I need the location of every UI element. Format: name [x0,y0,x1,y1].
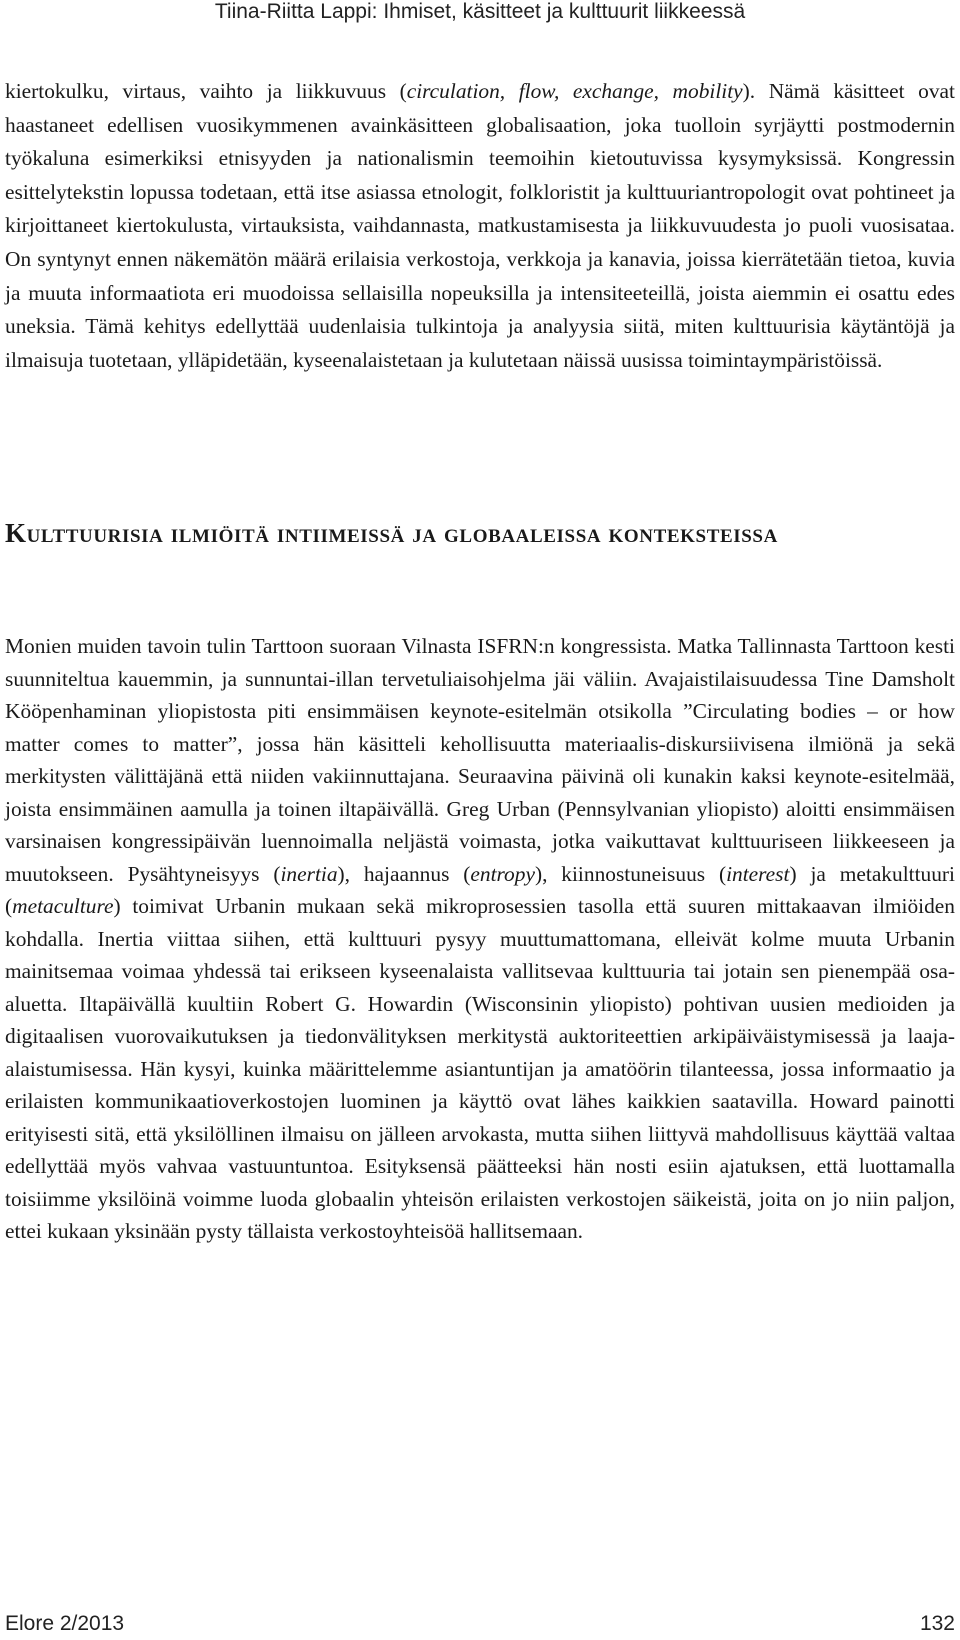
section-text-b: ), hajaannus ( [337,861,471,886]
term-entropy: entropy [470,861,535,886]
term-metaculture: metaculture [12,894,114,918]
term-interest: interest [726,861,790,886]
section-heading: Kulttuurisia ilmiöitä intiimeissä ja globaaleissa konteksteissa [5,518,778,548]
intro-terms-italic: circulation, flow, exchange, mobility [406,79,743,103]
term-inertia: inertia [280,861,338,886]
footer-page-number: 132 [919,1612,955,1635]
intro-paragraph [5,75,955,377]
intro-text-2: ). Nämä käsitteet ovat haastaneet edellisen vuosikymmenen avainkäsitteen globalisaation, joka tuolloin syrjäytti postmodernin työkaluna esimerkiksi etnisyyden ja nationalismin teemoihin kietoutuvissa kysymyksissä. Kongressin esittelytekstin lopussa todetaan, että itse asiassa etnologit, folkloristit ja kulttuuriantropologit ovat pohtineet ja kirjoittaneet kiertokulusta, virtauksista, vaihdannasta, matkustamisesta ja liikkuvuudesta jo puoli vuosisataa. On syntynyt ennen näkemätön määrä erilaisia verkostoja, verkkoja ja kanavia, joissa kierrätetään tietoa, kuvia ja muuta informaatiota eri muodoissa sellaisilla nopeuksilla ja intensiteeteillä, joista aiemmin ei osattu edes uneksia. Tämä kehitys edellyttää uudenlaisia tulkintoja ja analyysia siitä, miten kulttuurisia käytäntöjä ja ilmaisuja tuotetaan, ylläpidetään, kyseenalaistetaan ja kulutetaan näissä uusissa toimintaympäristöissä. [5,79,955,372]
section-text-e: ) toimivat Urbanin mukaan sekä mikroprosessien tasolla että suuren mittakaavan ilmiöiden kohdalla. Inertia viittaa siihen, että kulttuuri pysyy muuttumattomana, elleivät kolme muuta Urbanin mainitsemaa voimaa yhdessä tai erikseen kyseenalaista vallitsevaa kulttuuria tai jotain sen pienempää osa-aluetta. Iltapäivällä kuultiin Robert G. Howardin (Wisconsinin yliopisto) pohtivan uusien medioiden ja digitaalisen vuorovaikutuksen ja tiedonvälityksen merkitystä auktoriteettien arkipäiväistymisessä ja laaja-alaistumisessa. Hän kysyi, kuinka määrittelemme asiantuntijan ja amatöörin tilanteessa, jossa informaatio ja erilaisten kommunikaatioverkostojen luominen ja käyttö ovat lähes kaikkien saatavilla. Howard painotti erityisesti sitä, että yksilöllinen ilmaisu on jälleen arvokasta, mutta siihen liittyvä mahdollisuus käyttää valtaa edellyttää myös vahvaa vastuuntuntoa. Esityksensä päätteeksi hän nosti esiin ajatuksen, että luottamalla toisiimme yksilöinä voimme luoda globaalin yhteisön erilaisten verkostojen säikeistä, joita on jo niin paljon, ettei kukaan yksinään pysty tällaista verkostoyhteisöä hallitsemaan. [5,894,955,1243]
section-text-c: ), kiinnostuneisuus ( [534,861,727,886]
running-header: Tiina-Riitta Lappi: Ihmiset, käsitteet ja kulttuurit liikkeessä [214,0,746,23]
footer-journal: Elore 2/2013 [5,1612,125,1635]
section-paragraph [5,630,955,1248]
section-text-d: ) ja metakulttuuri ( [5,861,955,918]
intro-text-1: kiertokulku, virtaus, vaihto ja liikkuvuus ( [5,79,407,103]
section-text-a: Monien muiden tavoin tulin Tarttoon suoraan Vilnasta ISFRN:n kongressista. Matka Tallinnasta Tarttoon kesti suunniteltua kauemmin, ja sunnuntai-illan tervetuliaisohjelma jäi väliin. Avajaistilaisuudessa Tine Damsholt Kööpenhaminan yliopistosta piti ensimmäisen keynote-esitelmän otsikolla ”Circulating bodies – or how matter comes to matter”, jossa hän käsitteli kehollisuutta materiaalis-diskursiivisena ilmiönä ja sekä merkitysten välittäjänä että niiden vakiinnuttajana. Seuraavina päivinä oli kunakin kaksi keynote-esitelmää, joista ensimmäinen aamulla ja toinen iltapäivällä. Greg Urban (Pennsylvanian yliopisto) aloitti ensimmäisen varsinaisen kongressipäivän luennoimalla neljästä voimasta, jotka vaikuttavat kulttuuriseen liikkeeseen ja muutokseen. Pysähtyneisyys ( [5,634,955,886]
